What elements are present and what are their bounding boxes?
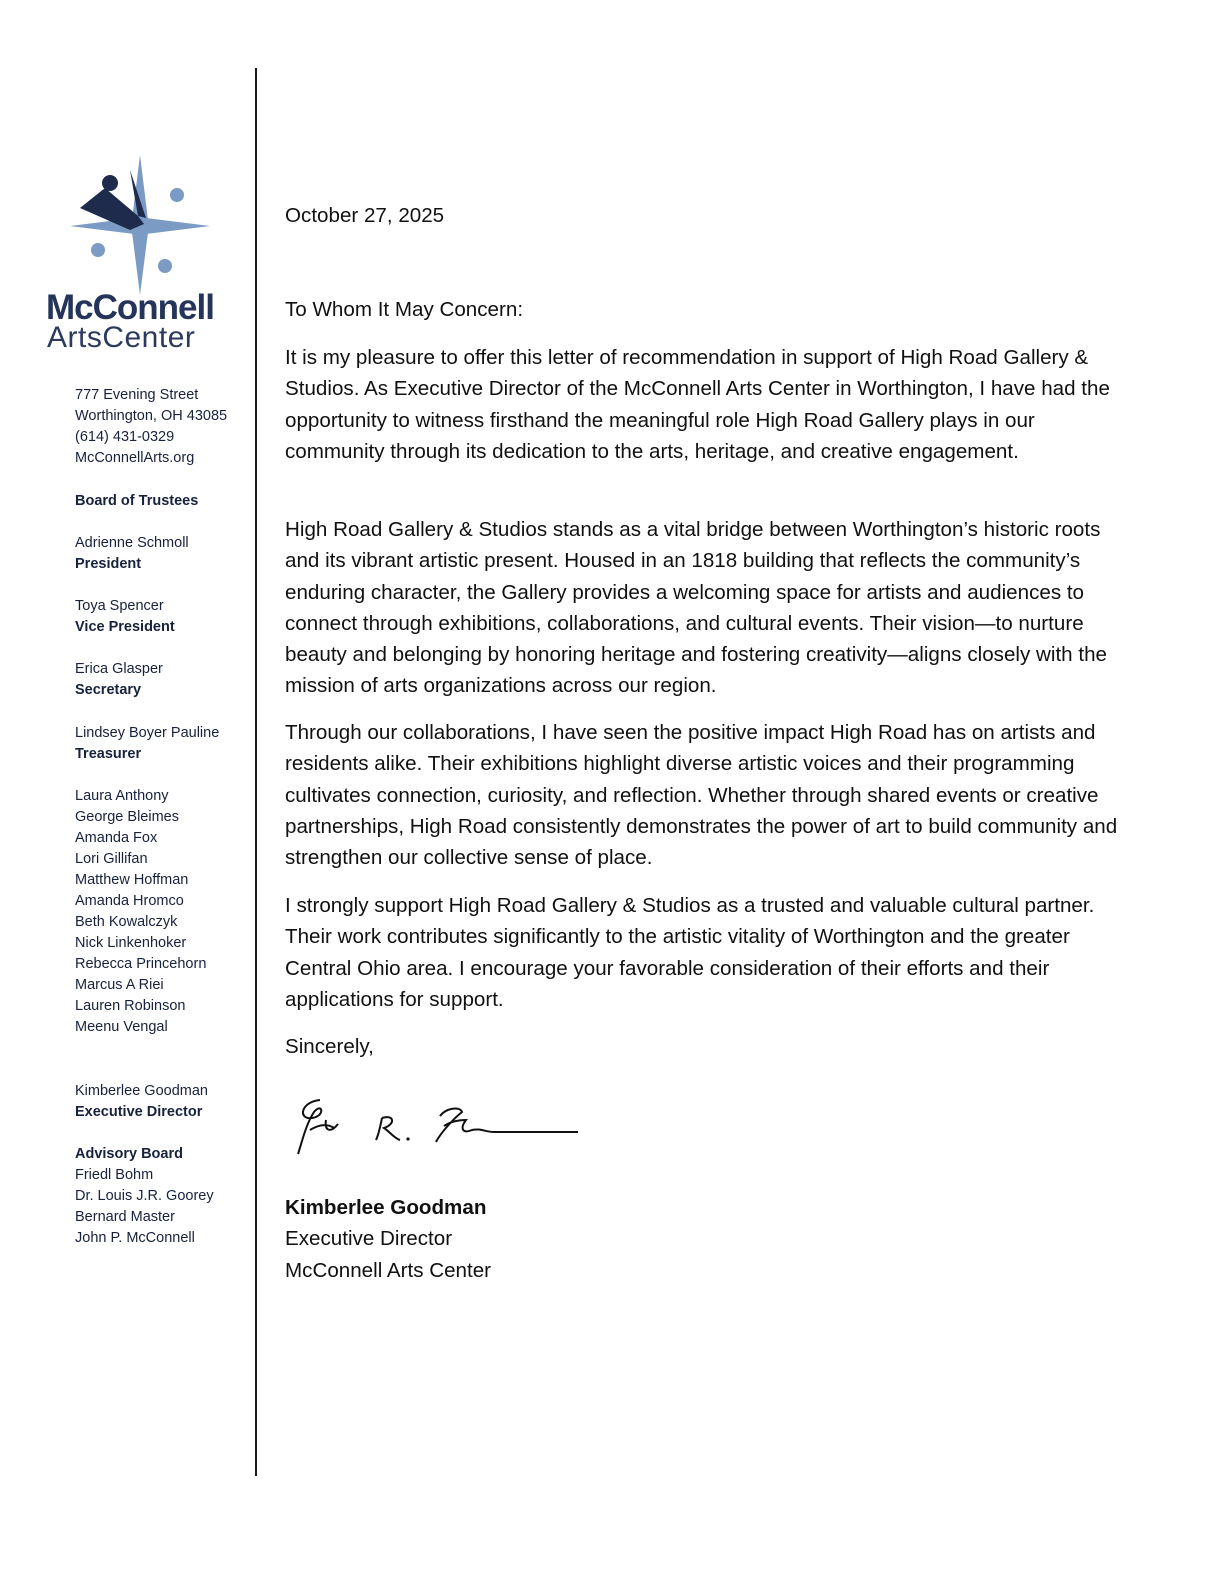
officer-name: Lindsey Boyer Pauline xyxy=(75,725,220,741)
officer-secretary xyxy=(75,659,255,701)
advisory-member: John P. McConnell xyxy=(75,1230,195,1246)
officer-name: Adrienne Schmoll xyxy=(75,535,189,551)
website-link[interactable]: McConnellArts.org xyxy=(75,450,195,466)
address-city: Worthington, OH 43085 xyxy=(75,408,228,424)
vertical-divider xyxy=(255,68,257,1476)
letter-paragraph: It is my pleasure to offer this letter of recommendation in support of High Road Gallery & Studios. As Executive Director of the McConnell Arts Center in Worthington, I have had the opportunity to witness firsthand the meaningful role High Road Gallery plays in our community through its dedication to the arts, heritage, and creative engagement. xyxy=(285,346,1110,463)
board-member: George Bleimes xyxy=(75,809,179,825)
board-members-list xyxy=(75,786,255,1038)
letter-closing: Sincerely, xyxy=(285,1035,374,1058)
officer-title: Vice President xyxy=(75,619,175,635)
officer-title: President xyxy=(75,556,142,572)
handwritten-signature-icon xyxy=(290,1090,590,1162)
officer-president xyxy=(75,533,255,575)
signature-block xyxy=(285,1192,1125,1286)
board-member: Beth Kowalczyk xyxy=(75,914,178,930)
board-member: Lori Gillifan xyxy=(75,851,148,867)
board-member: Rebecca Princehorn xyxy=(75,956,207,972)
officer-title: Treasurer xyxy=(75,746,142,762)
phone-number: (614) 431-0329 xyxy=(75,429,175,445)
signer-name: Kimberlee Goodman xyxy=(285,1196,487,1219)
address-street: 777 Evening Street xyxy=(75,387,199,403)
letter-date: October 27, 2025 xyxy=(285,204,445,227)
logo-subtitle: ArtsCenter xyxy=(47,321,196,354)
board-member: Nick Linkenhoker xyxy=(75,935,187,951)
advisory-board-heading: Advisory Board xyxy=(75,1146,183,1162)
signer-organization: McConnell Arts Center xyxy=(285,1258,492,1282)
board-member: Lauren Robinson xyxy=(75,998,186,1014)
board-member: Marcus A Riei xyxy=(75,977,164,993)
officer-title: Secretary xyxy=(75,682,142,698)
letter-paragraph: I strongly support High Road Gallery & Studios as a trusted and valuable cultural partner. Their work contributes significantly to the artistic vitality of Worthington and the greater Central Ohio area. I encourage your favorable consideration of their efforts and their applications for support. xyxy=(285,894,1095,1011)
letter-salutation: To Whom It May Concern: xyxy=(285,298,524,321)
contact-block xyxy=(75,385,255,469)
advisory-member: Friedl Bohm xyxy=(75,1167,154,1183)
executive-name: Kimberlee Goodman xyxy=(75,1083,208,1099)
board-of-trustees-heading: Board of Trustees xyxy=(75,493,199,509)
officer-treasurer xyxy=(75,723,255,765)
executive-director-block xyxy=(75,1081,255,1123)
advisory-member: Bernard Master xyxy=(75,1209,175,1225)
signer-title: Executive Director xyxy=(285,1227,453,1251)
board-member: Matthew Hoffman xyxy=(75,872,189,888)
letter-paragraph: Through our collaborations, I have seen the positive impact High Road has on artists and residents alike. Their exhibitions highlight diverse artistic voices and their programming cultivates connection, curiosity, and reflection. Whether through shared events or creative partnerships, High Road consistently demonstrates the power of art to build community and strengthen our collective sense of place. xyxy=(285,721,1118,870)
advisory-member: Dr. Louis J.R. Goorey xyxy=(75,1188,214,1204)
board-member: Amanda Hromco xyxy=(75,893,184,909)
officer-name: Erica Glasper xyxy=(75,661,163,677)
board-member: Laura Anthony xyxy=(75,788,169,804)
officer-vice-president xyxy=(75,596,255,638)
advisory-board-block xyxy=(75,1144,255,1249)
executive-title: Executive Director xyxy=(75,1104,203,1120)
compass-star-logo-icon xyxy=(60,150,220,300)
board-member: Meenu Vengal xyxy=(75,1019,168,1035)
board-heading xyxy=(75,491,255,512)
letter-paragraph: High Road Gallery & Studios stands as a vital bridge between Worthington’s historic roots and its vibrant artistic present. Housed in an 1818 building that reflects the community’s enduring character, the Gallery provides a welcoming space for artists and audiences to connect through exhibitions, collaborations, and cultural events. Their vision—to nurture beauty and belonging by honoring heritage and fostering creativity—aligns closely with the mission of arts organizations across our region. xyxy=(285,518,1107,698)
board-member: Amanda Fox xyxy=(75,830,158,846)
officer-name: Toya Spencer xyxy=(75,598,164,614)
logo-wordmark: McConnell xyxy=(46,288,214,327)
